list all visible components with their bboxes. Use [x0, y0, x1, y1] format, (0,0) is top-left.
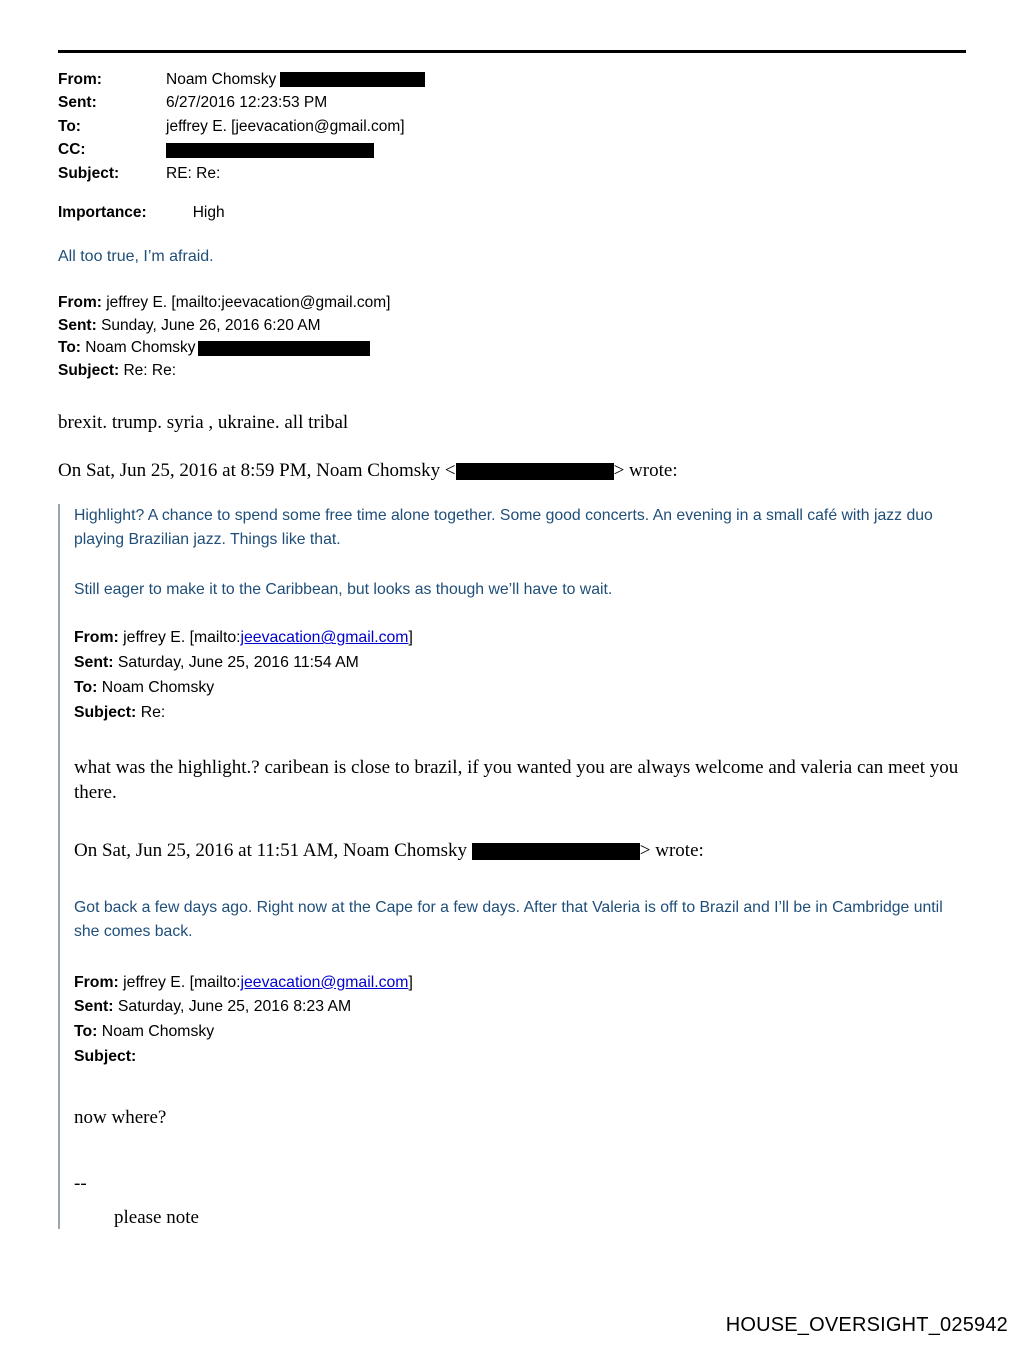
- quoted3-to-row: [74, 1021, 968, 1044]
- on-wrote-suffix-1: > wrote:: [613, 460, 678, 482]
- quoted3-para: Got back a few days ago. Right now at the Cape for a few days. After that Valeria is off to Brazil and I’ll be in Cambridge until she comes back.: [74, 899, 943, 940]
- on-wrote-suffix-2: > wrote:: [639, 840, 704, 862]
- header-divider: [58, 50, 966, 53]
- from-name: Noam Chomsky: [166, 71, 277, 88]
- header-row-from: [58, 69, 425, 92]
- quoted3-from-row: [74, 972, 968, 995]
- redaction-bar-onwrote-1: [456, 463, 614, 480]
- signature-please-note: please note: [114, 1206, 199, 1228]
- quoted1-from-row: [58, 292, 968, 314]
- quoted2-subject-label: Subject:: [74, 703, 137, 721]
- header-value-from: [166, 69, 425, 92]
- quoted2-from-row: [74, 627, 968, 650]
- quoted3-sent-value: Saturday, June 25, 2016 8:23 AM: [117, 998, 352, 1016]
- bates-number: HOUSE_OVERSIGHT_025942: [725, 1314, 1008, 1336]
- quoted3-to-label: To:: [74, 1023, 98, 1041]
- document-content: [58, 50, 968, 1229]
- quoted2-on-wrote: [74, 840, 968, 862]
- quoted2-sent-row: [74, 652, 968, 675]
- quoted2-sent-label: Sent:: [74, 654, 114, 672]
- quoted2-to-row: [74, 677, 968, 700]
- header-label-sent: Sent:: [58, 94, 97, 112]
- quoted1-sent-row: [58, 315, 968, 337]
- quoted2-from-suffix: ]: [408, 629, 413, 647]
- quoted2-header: [74, 627, 968, 725]
- quoted1-sent-value: Sunday, June 26, 2016 6:20 AM: [101, 316, 321, 334]
- quoted3-from-label: From:: [74, 973, 119, 991]
- signature-dashes: --: [74, 1172, 87, 1194]
- quoted3-subject-row: [74, 1046, 968, 1069]
- header-row-cc: [58, 139, 425, 162]
- quoted1-to-row: [58, 337, 968, 359]
- quoted3-header: [74, 972, 968, 1070]
- on-wrote-prefix-2: On Sat, Jun 25, 2016 at 11:51 AM, Noam Chomsky: [74, 840, 472, 862]
- importance-row: [58, 204, 968, 222]
- header-label-from: From:: [58, 71, 102, 88]
- header-row-subject: [58, 163, 425, 186]
- quoted1-message: brexit. trump. syria , ukraine. all tribal: [58, 412, 349, 434]
- redaction-bar-quoted1-to: [198, 341, 370, 356]
- quoted2-subject-row: [74, 702, 968, 725]
- header-value-to: jeffrey E. [jeevacation@gmail.com]: [166, 117, 405, 135]
- header-row-to: [58, 116, 425, 139]
- header-label-cc: CC:: [58, 141, 86, 159]
- quoted1-from-label: From:: [58, 294, 102, 312]
- redaction-bar-onwrote-2: [472, 843, 640, 860]
- quoted2-para-2: Still eager to make it to the Caribbean, but looks as though we’ll have to wait.: [74, 580, 613, 598]
- reply-body-text: All too true, I’m afraid.: [58, 248, 214, 266]
- quoted1-to-value: Noam Chomsky: [85, 339, 196, 357]
- quoted2-sent-value: Saturday, June 25, 2016 11:54 AM: [117, 654, 359, 672]
- quoted3-subject-label: Subject:: [74, 1048, 137, 1066]
- email-header-table: [58, 69, 425, 186]
- header-value-sent: 6/27/2016 12:23:53 PM: [166, 94, 328, 112]
- header-value-subject: RE: Re:: [166, 164, 221, 182]
- redaction-bar-cc: [166, 143, 374, 158]
- quoted3-sent-row: [74, 996, 968, 1019]
- header-label-subject: Subject:: [58, 164, 120, 182]
- quoted1-subject-label: Subject:: [58, 361, 120, 379]
- quoted3-from-prefix: jeffrey E. [mailto:: [123, 973, 241, 991]
- importance-label: Importance:: [58, 204, 147, 222]
- quoted1-sent-label: Sent:: [58, 316, 97, 334]
- quoted2-message: what was the highlight.? caribean is close to brazil, if you wanted you are always welcome and valeria can meet you there.: [74, 756, 959, 804]
- quoted3-message: now where?: [74, 1107, 167, 1129]
- quoted2-to-label: To:: [74, 679, 98, 697]
- quoted3-from-email-link[interactable]: jeevacation@gmail.com: [240, 973, 409, 991]
- quoted2-from-label: From:: [74, 629, 119, 647]
- quoted1-subject-row: [58, 360, 968, 382]
- quoted2-to-value: Noam Chomsky: [101, 679, 215, 697]
- quoted2-from-email-link[interactable]: jeevacation@gmail.com: [240, 629, 409, 647]
- quoted3-sent-label: Sent:: [74, 998, 114, 1016]
- quoted3-to-value: Noam Chomsky: [101, 1023, 215, 1041]
- quoted2-from-prefix: jeffrey E. [mailto:: [123, 629, 241, 647]
- importance-value: High: [192, 204, 225, 222]
- quoted3-from-suffix: ]: [408, 973, 413, 991]
- quoted-header-1: [58, 292, 968, 382]
- nested-quote-block: [58, 504, 968, 1228]
- quoted2-subject-value: Re:: [140, 703, 166, 721]
- quoted1-from-value: jeffrey E. [mailto:jeevacation@gmail.com]: [106, 294, 391, 312]
- on-wrote-prefix-1: On Sat, Jun 25, 2016 at 8:59 PM, Noam Chomsky <: [58, 460, 456, 482]
- header-value-cc: [166, 139, 425, 162]
- quoted1-to-label: To:: [58, 339, 81, 357]
- quoted1-subject-value: Re: Re:: [123, 361, 177, 379]
- quoted2-para-1: Highlight? A chance to spend some free time alone together. Some good concerts. An evening in a small café with jazz duo playing Brazilian jazz. Things like that.: [74, 507, 933, 548]
- header-row-sent: [58, 92, 425, 115]
- header-label-to: To:: [58, 117, 81, 135]
- redaction-bar-from: [280, 72, 425, 87]
- quoted1-on-wrote: [58, 460, 968, 482]
